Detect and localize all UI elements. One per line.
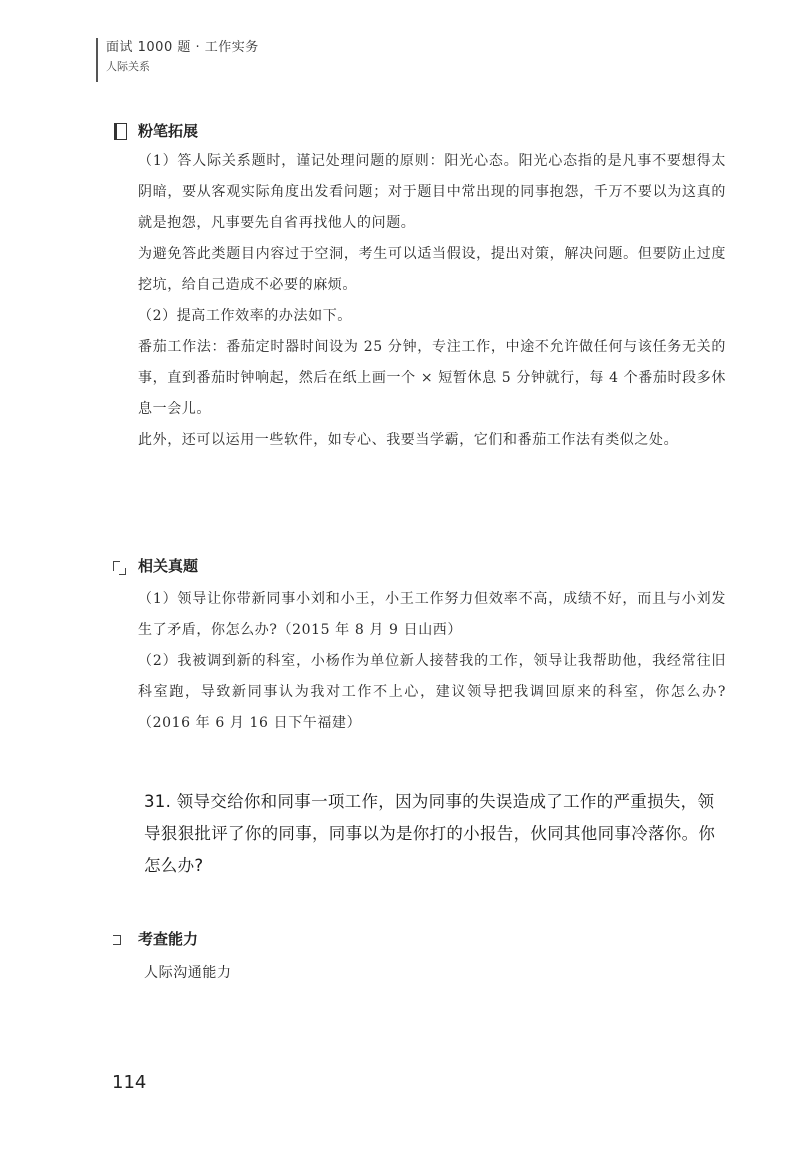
page-header bbox=[96, 38, 259, 82]
page-number: 114 bbox=[112, 1072, 147, 1093]
expand-paragraph-3: （2）提高工作效率的办法如下。 bbox=[138, 308, 352, 324]
section-ability-title: 考查能力 bbox=[138, 930, 199, 948]
book-icon bbox=[112, 123, 126, 139]
ability-content: 人际沟通能力 bbox=[144, 965, 232, 981]
question-text: 31. 领导交给你和同事一项工作，因为同事的失误造成了工作的严重损失，领导狠狠批评了你的同事，同事以为是你打的小报告，伙同其他同事冷落你。你怎么办? bbox=[144, 792, 716, 875]
section-expand-title: 粉笔拓展 bbox=[138, 122, 199, 140]
expand-body bbox=[112, 146, 726, 456]
related-body bbox=[112, 584, 726, 739]
expand-paragraph-4: 番茄工作法：番茄定时器时间设为 25 分钟，专注工作，中途不允许做任何与该任务无关的事，直到番茄时钟响起，然后在纸上画一个 × 短暂休息 5 分钟就行，每 4 个番茄时段多休息一会儿。 bbox=[138, 339, 726, 417]
doc-icon bbox=[112, 558, 126, 574]
expand-paragraph-1: （1）答人际关系题时，谨记处理问题的原则：阳光心态。阳光心态指的是凡事不要想得太阴暗，要从客观实际角度出发看问题；对于题目中常出现的同事抱怨，千万不要以为这真的就是抱怨，凡事要先自省再找他人的问题。 bbox=[138, 153, 726, 231]
chapter-title: 人际关系 bbox=[106, 60, 150, 73]
box-icon bbox=[112, 931, 126, 947]
question-31 bbox=[112, 786, 730, 882]
section-related-heading bbox=[112, 555, 198, 576]
related-question-2: （2）我被调到新的科室，小杨作为单位新人接替我的工作，领导让我帮助他，我经常往旧科室跑，导致新同事认为我对工作不上心，建议领导把我调回原来的科室，你怎么办?（2016 年 6 月 16 日下午福建） bbox=[138, 653, 726, 731]
expand-paragraph-2: 为避免答此类题目内容过于空洞，考生可以适当假设，提出对策，解决问题。但要防止过度挖坑，给自己造成不必要的麻烦。 bbox=[138, 246, 726, 293]
section-ability-heading bbox=[112, 928, 198, 949]
related-question-1: （1）领导让你带新同事小刘和小王，小王工作努力但效率不高，成绩不好，而且与小刘发生了矛盾，你怎么办?（2015 年 8 月 9 日山西） bbox=[138, 591, 726, 638]
expand-paragraph-5: 此外，还可以运用一些软件，如专心、我要当学霸，它们和番茄工作法有类似之处。 bbox=[138, 432, 679, 448]
section-related-title: 相关真题 bbox=[138, 557, 199, 575]
book-title: 面试 1000 题 · 工作实务 bbox=[106, 40, 259, 55]
section-expand-heading bbox=[112, 120, 198, 141]
